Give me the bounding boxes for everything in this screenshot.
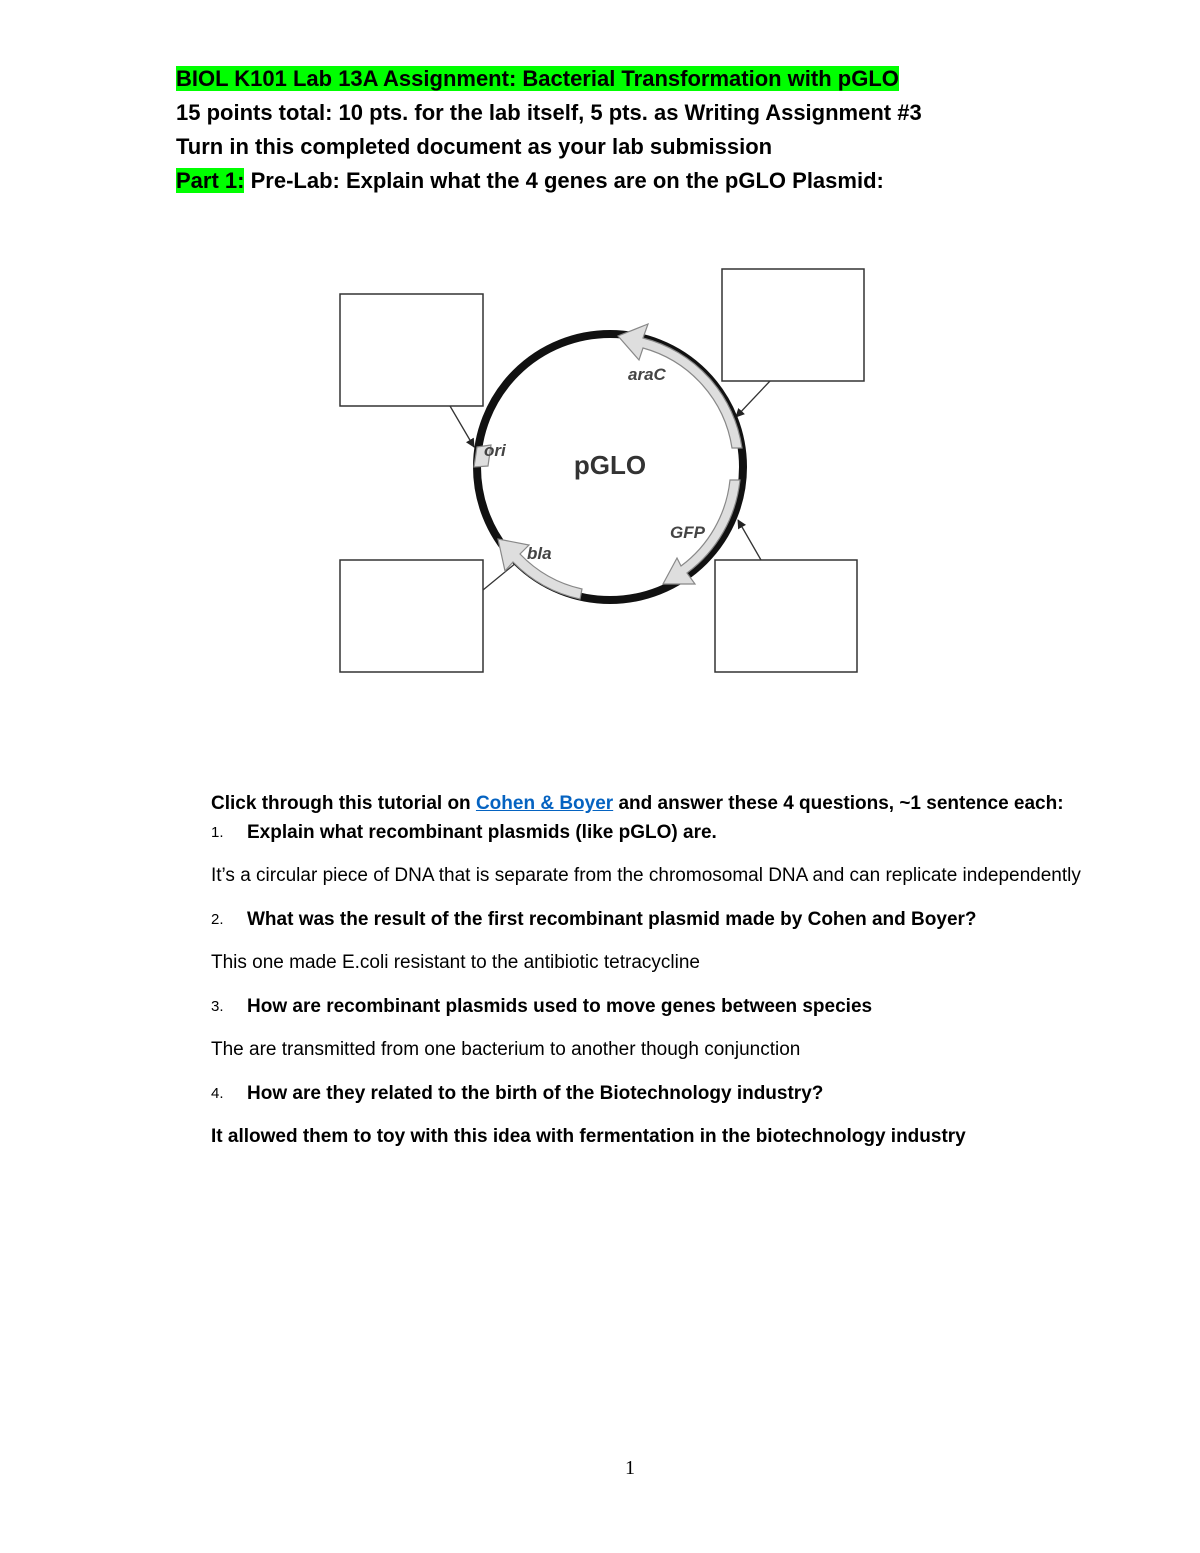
part1-text: Pre-Lab: Explain what the 4 genes are on the pGLO Plasmid: <box>244 168 884 193</box>
turn-in-line: Turn in this completed document as your lab submission <box>176 134 773 159</box>
answer-4: It allowed them to toy with this idea with fermentation in the biotechnology industry <box>211 1126 966 1147</box>
doc-title: BIOL K101 Lab 13A Assignment: Bacterial Transformation with pGLO <box>176 66 899 91</box>
answer-box-top-left[interactable] <box>340 294 483 406</box>
page-number: 1 <box>625 1457 635 1479</box>
gene-label-ori: ori <box>484 441 506 460</box>
gene-label-arac: araC <box>628 365 666 384</box>
pointer-line-arac <box>736 381 770 417</box>
part1-heading <box>176 166 884 196</box>
answer-2: This one made E.coli resistant to the antibiotic tetracycline <box>211 952 700 973</box>
question-2: 2. What was the result of the first recombinant plasmid made by Cohen and Boyer? <box>211 909 977 930</box>
cohen-boyer-link[interactable]: Cohen & Boyer <box>475 793 614 814</box>
pglo-plasmid-diagram <box>330 262 870 682</box>
gene-label-gfp: GFP <box>670 523 705 542</box>
answer-box-bottom-right[interactable] <box>715 560 857 672</box>
points-line: 15 points total: 10 pts. for the lab itself, 5 pts. as Writing Assignment #3 <box>176 100 922 125</box>
pointer-line-ori <box>450 406 474 447</box>
answer-3: The are transmitted from one bacterium to another though conjunction <box>211 1039 801 1060</box>
part1-label: Part 1: <box>176 168 245 193</box>
pointer-line-gfp <box>738 520 761 560</box>
question-1: 1. Explain what recombinant plasmids (like pGLO) are. <box>211 822 717 843</box>
gene-label-bla: bla <box>527 544 552 563</box>
answer-1: It’s a circular piece of DNA that is separate from the chromosomal DNA and can replicate independently <box>211 865 1081 886</box>
question-3: 3. How are recombinant plasmids used to move genes between species <box>211 996 873 1017</box>
plasmid-center-label: pGLO <box>573 450 647 480</box>
answer-box-top-right[interactable] <box>722 269 864 381</box>
question-4: 4. How are they related to the birth of the Biotechnology industry? <box>211 1083 824 1104</box>
questions-section <box>211 790 1081 1168</box>
tutorial-instructions: Click through this tutorial on Cohen & Boyer and answer these 4 questions, ~1 sentence each: <box>211 793 1064 814</box>
answer-box-bottom-left[interactable] <box>340 560 483 672</box>
